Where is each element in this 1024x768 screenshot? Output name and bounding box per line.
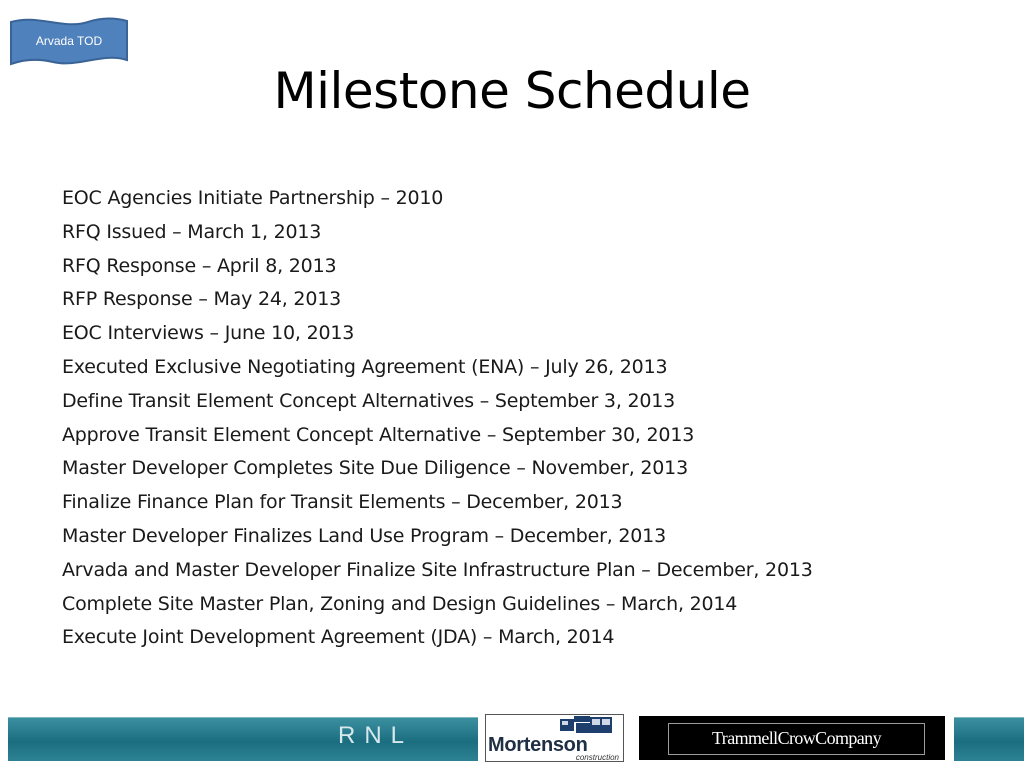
milestone-item: Complete Site Master Plan, Zoning and Design Guidelines – March, 2014: [62, 592, 738, 615]
milestone-item: Approve Transit Element Concept Alternative – September 30, 2013: [62, 423, 695, 446]
trammell-crow-logo: [639, 716, 945, 760]
footer-logo-band: [0, 714, 1024, 762]
milestone-item: Arvada and Master Developer Finalize Site Infrastructure Plan – December, 2013: [62, 558, 813, 581]
tag-label: Arvada TOD: [35, 34, 103, 48]
milestone-item: Execute Joint Development Agreement (JDA) – March, 2014: [62, 626, 615, 649]
milestone-item: RFQ Response – April 8, 2013: [62, 254, 337, 277]
milestone-item: EOC Interviews – June 10, 2013: [62, 322, 355, 345]
page-title: Milestone Schedule: [273, 62, 751, 120]
milestone-item: Master Developer Finalizes Land Use Program – December, 2013: [62, 524, 666, 547]
rnl-logo: RNL: [338, 722, 414, 749]
mortenson-subtitle: construction: [575, 753, 619, 762]
milestone-item: Define Transit Element Concept Alternatives – September 3, 2013: [62, 389, 676, 412]
mortenson-logo: [485, 714, 624, 762]
milestone-item: RFQ Issued – March 1, 2013: [62, 220, 322, 243]
trammell-crow-frame: [668, 723, 925, 755]
trammell-crow-name: TrammellCrowCompany: [712, 728, 881, 748]
mortenson-name: Mortenson: [488, 734, 588, 756]
milestone-item: RFP Response – May 24, 2013: [62, 288, 341, 311]
milestone-list: [62, 182, 813, 655]
milestone-item: EOC Agencies Initiate Partnership – 2010: [62, 187, 444, 209]
milestone-item: Master Developer Completes Site Due Diligence – November, 2013: [62, 457, 688, 480]
milestone-item: Executed Exclusive Negotiating Agreement (ENA) – July 26, 2013: [62, 355, 668, 378]
milestone-item: Finalize Finance Plan for Transit Elements – December, 2013: [62, 491, 623, 514]
footer-teal-bar-right: [954, 717, 1024, 761]
